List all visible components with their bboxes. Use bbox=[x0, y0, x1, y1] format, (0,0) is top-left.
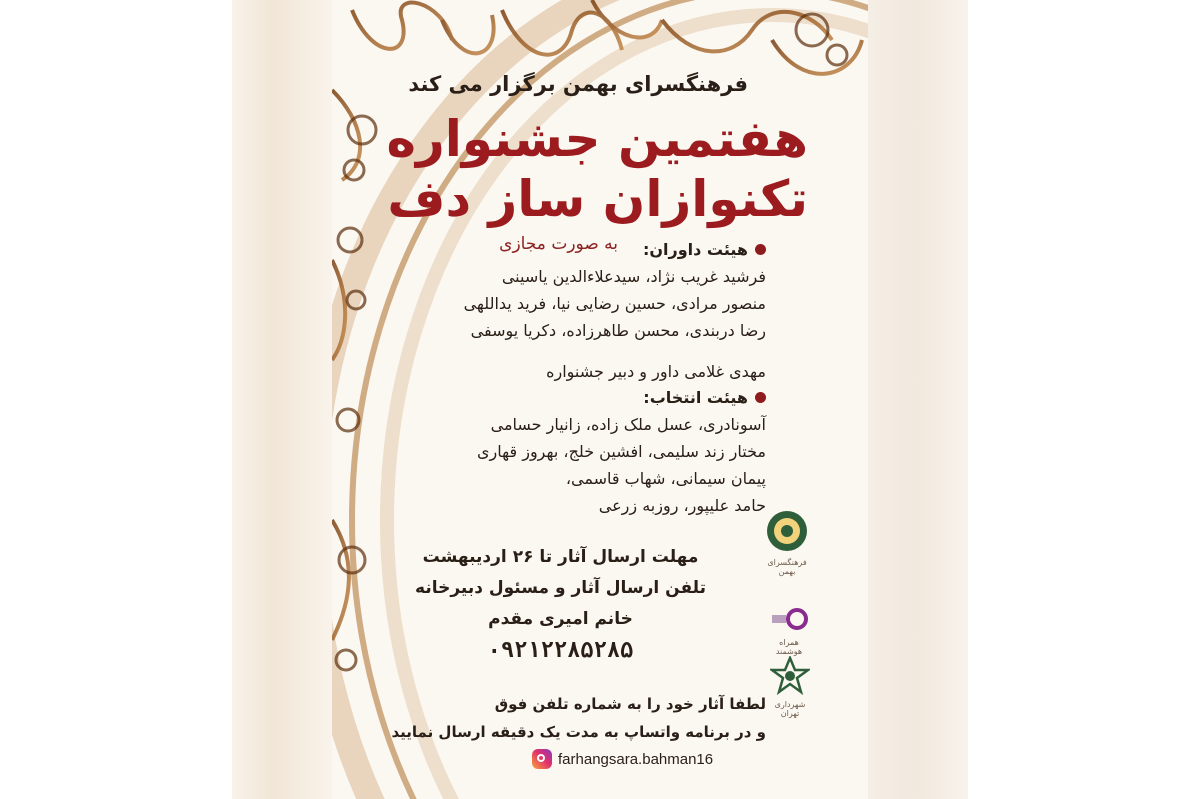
deadline-line: مهلت ارسال آثار تا ۲۶ اردیبهشت bbox=[422, 547, 699, 567]
contact-phone: ۰۹۲۱۲۲۸۵۲۸۵ bbox=[487, 638, 634, 663]
note-line1: لطفا آثار خود را به شماره تلفن فوق bbox=[494, 695, 766, 713]
farhangsara-logo bbox=[764, 508, 810, 576]
star-logo-icon bbox=[770, 656, 810, 696]
logo3-caption: شهرداری تهران bbox=[774, 700, 806, 718]
virtual-format-note: به صورت مجازی bbox=[499, 234, 618, 254]
logo1-caption: فرهنگسرای بهمن bbox=[767, 558, 807, 576]
instagram-icon bbox=[532, 749, 552, 769]
rosette-logo-icon bbox=[764, 508, 810, 554]
logo2-caption: همراه هوشمند bbox=[775, 638, 803, 656]
note-line2: و در برنامه واتساپ به مدت یک دقیقه ارسال نمایید bbox=[391, 723, 766, 741]
selection-section bbox=[477, 384, 766, 519]
municipality-logo bbox=[770, 656, 810, 718]
jury-line: فرشید غریب نژاد، سیدعلاءالدین یاسینی bbox=[501, 267, 766, 286]
selection-heading: هیئت انتخاب: bbox=[477, 384, 766, 411]
festival-title-line1: هفتمین جشنواره bbox=[386, 110, 808, 168]
selection-line: آسونادری، عسل ملک زاده، زانیار حسامی bbox=[490, 415, 766, 434]
instagram-handle-text: farhangsara.bahman16 bbox=[558, 750, 714, 768]
jury-secretary-line: مهدی غلامی داور و دبیر جشنواره bbox=[546, 362, 766, 381]
selection-line: حامد علیپور، روزبه زرعی bbox=[598, 496, 766, 515]
selection-line: پیمان سیمانی، شهاب قاسمی، bbox=[565, 469, 766, 488]
contact-label: تلفن ارسال آثار و مسئول دبیرخانه bbox=[415, 578, 706, 598]
ring-logo-icon bbox=[770, 606, 808, 634]
festival-title-line2: تکنوازان ساز دف bbox=[387, 170, 808, 228]
blurred-background-right bbox=[868, 0, 968, 799]
jury-heading: هیئت داوران: bbox=[464, 236, 766, 263]
selection-line: مختار زند سلیمی، افشین خلج، بهروز قهاری bbox=[476, 442, 766, 461]
jury-line: منصور مرادی، حسین رضایی نیا، فرید یداللهی bbox=[463, 294, 766, 313]
blurred-background-left bbox=[232, 0, 332, 799]
festival-poster bbox=[332, 0, 868, 799]
jury-section bbox=[464, 236, 766, 385]
contact-name: خانم امیری مقدم bbox=[488, 609, 633, 629]
jury-line: رضا دربندی، محسن طاهرزاده، دکریا یوسفی bbox=[470, 321, 766, 340]
instagram-handle bbox=[532, 749, 713, 769]
submission-info bbox=[415, 542, 706, 666]
organizer-line: فرهنگسرای بهمن برگزار می کند bbox=[408, 72, 748, 96]
submission-note bbox=[391, 690, 766, 746]
hamrah-logo bbox=[770, 606, 808, 656]
